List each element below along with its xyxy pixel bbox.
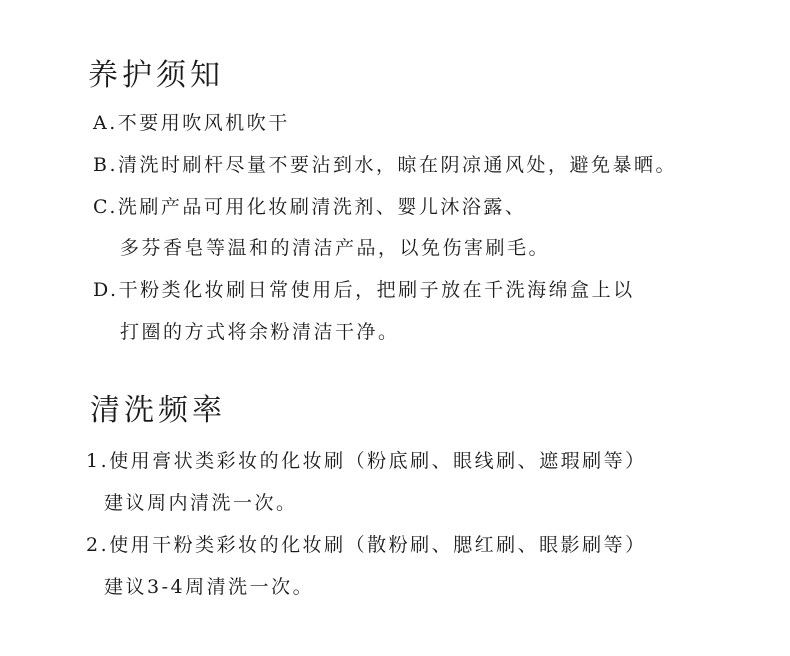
frequency-item-2-continued: 建议3-4周清洗一次。 — [104, 576, 315, 598]
care-item-a: A.不要用吹风机吹干 — [93, 112, 290, 134]
frequency-item-1: 1.使用膏状类彩妆的化妆刷（粉底刷、眼线刷、遮瑕刷等） — [86, 450, 647, 472]
care-item-d: D.干粉类化妆刷日常使用后，把刷子放在千洗海绵盒上以 — [93, 279, 635, 301]
frequency-item-2: 2.使用干粉类彩妆的化妆刷（散粉刷、腮红刷、眼影刷等） — [86, 534, 647, 556]
care-item-c-continued: 多芬香皂等温和的清洁产品，以免伤害刷毛。 — [120, 237, 551, 259]
care-heading: 养护须知 — [88, 58, 224, 93]
care-item-b: B.清洗时刷杆尽量不要沾到水，晾在阴凉通风处，避免暴晒。 — [93, 154, 678, 176]
frequency-item-1-continued: 建议周内清洗一次。 — [104, 492, 298, 514]
frequency-heading: 清洗频率 — [90, 393, 226, 428]
care-item-c: C.洗刷产品可用化妆刷清洗剂、婴儿沐浴露、 — [93, 196, 527, 218]
care-item-d-continued: 打圈的方式将余粉清洁干净。 — [120, 321, 400, 343]
